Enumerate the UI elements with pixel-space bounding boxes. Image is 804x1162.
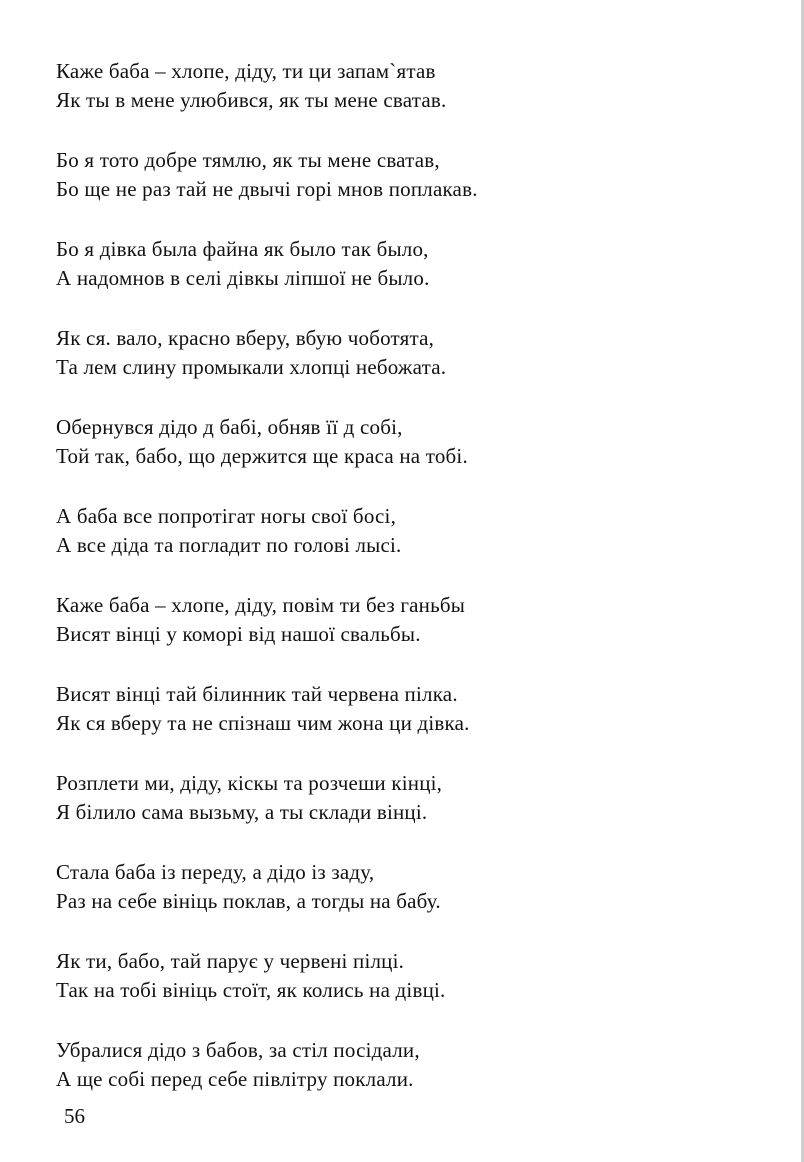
poem-line: Я білило сама вызьму, а ты склади вінці. bbox=[56, 800, 428, 824]
stanza bbox=[56, 947, 776, 1005]
stanza bbox=[56, 235, 776, 293]
poem-line: Каже баба – хлопе, діду, повім ти без ганьбы bbox=[56, 593, 466, 617]
poem-line: Як ся. вало, красно вберу, вбую чоботята, bbox=[56, 326, 435, 350]
stanza bbox=[56, 57, 776, 115]
poem-line: А все діда та погладит по голові лысі. bbox=[56, 533, 402, 557]
stanza bbox=[56, 502, 776, 560]
stanza bbox=[56, 146, 776, 204]
stanza bbox=[56, 591, 776, 649]
stanza bbox=[56, 1036, 776, 1094]
poem-line: Як ты в мене улюбився, як ты мене сватав. bbox=[56, 88, 447, 112]
poem-line: Раз на себе вініць поклав, а тогды на бабу. bbox=[56, 889, 441, 913]
poem-line: Бо ще не раз тай не двычі горі мнов поплакав. bbox=[56, 177, 478, 201]
poem-line: Той так, бабо, що держится ще краса на тобі. bbox=[56, 444, 468, 468]
poem-line: А баба все попротігат ногы свої босі, bbox=[56, 504, 397, 528]
poem-line: Обернувся дідо д бабі, обняв її д собі, bbox=[56, 415, 403, 439]
stanza bbox=[56, 858, 776, 916]
poem-line: А ще собі перед себе півлітру поклали. bbox=[56, 1067, 414, 1091]
poem-line: Так на тобі вініць стоїт, як колись на дівці. bbox=[56, 978, 446, 1002]
poem-line: Та лем слину промыкали хлопці небожата. bbox=[56, 355, 447, 379]
stanza bbox=[56, 680, 776, 738]
stanza bbox=[56, 324, 776, 382]
poem-line: Стала баба із переду, а дідо із заду, bbox=[56, 860, 375, 884]
poem-line: Розплети ми, діду, кіскы та розчеши кінці, bbox=[56, 771, 443, 795]
poem-body bbox=[56, 57, 776, 1125]
poem-line: Як ти, бабо, тай парує у червені пілці. bbox=[56, 949, 405, 973]
page-number: 56 bbox=[64, 1104, 85, 1128]
poem-line: Як ся вберу та не спізнаш чим жона ци дівка. bbox=[56, 711, 470, 735]
poem-line: Бо я дівка была файна як было так было, bbox=[56, 237, 429, 261]
poem-line: Висят вінці у коморі від нашої свальбы. bbox=[56, 622, 421, 646]
poem-line: Каже баба – хлопе, діду, ти ци запам`ятав bbox=[56, 59, 436, 83]
stanza bbox=[56, 413, 776, 471]
poem-line: Убралися дідо з бабов, за стіл посідали, bbox=[56, 1038, 420, 1062]
stanza bbox=[56, 769, 776, 827]
poem-line: Бо я тото добре тямлю, як ты мене сватав, bbox=[56, 148, 440, 172]
poem-line: Висят вінці тай білинник тай червена пілка. bbox=[56, 682, 458, 706]
poem-line: А надомнов в селі дівкы ліпшої не было. bbox=[56, 266, 430, 290]
